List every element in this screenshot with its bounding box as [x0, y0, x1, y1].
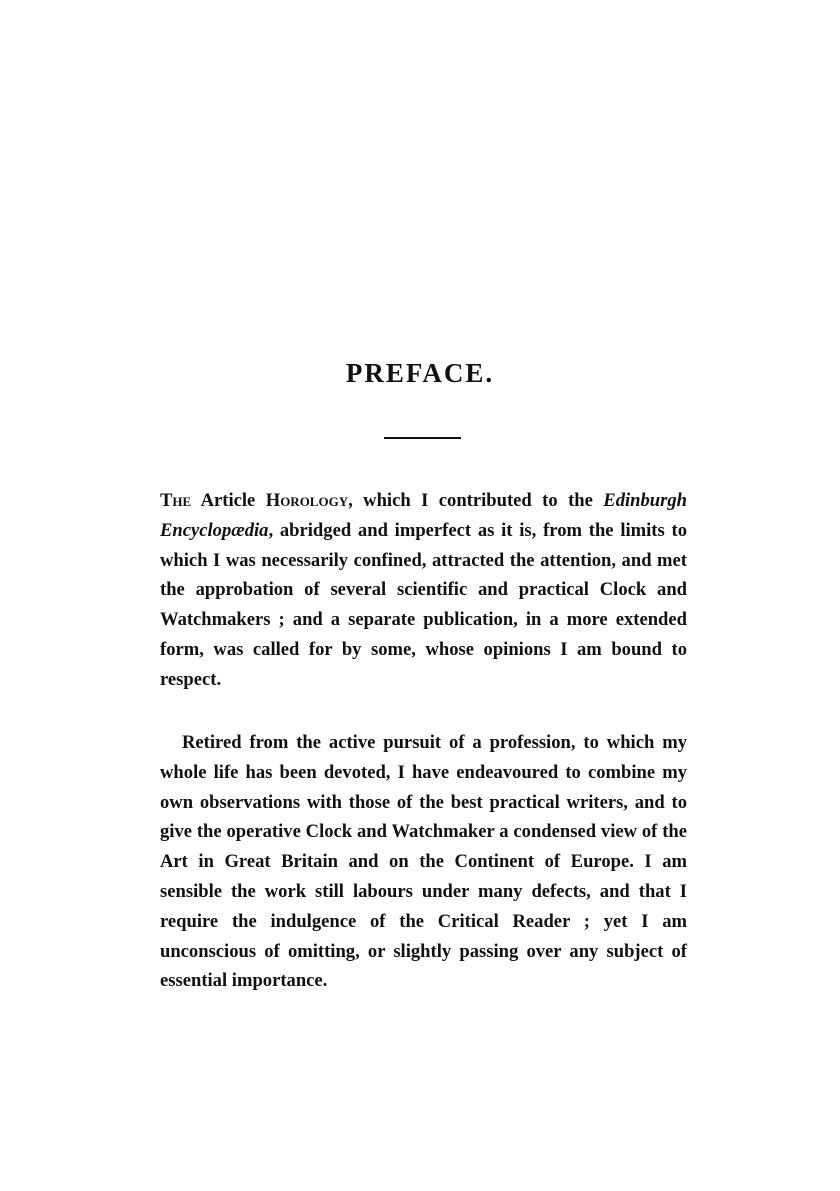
opening-word: The: [160, 490, 192, 511]
title-divider: [384, 437, 461, 439]
paragraph-1-text-b: , which I contributed to the: [348, 490, 604, 511]
horology-term: Horology: [265, 490, 349, 511]
preface-paragraph-2: Retired from the active pursuit of a profession, to which my whole life has been devoted, I have endeavoured to combine my own observations with those of the best practical writers, and to give the operative Clock and Watchmaker a condensed view of the Art in Great Britain and on the Continent of Europe. I am sensible the work still labours under many defects, and that I require the indulgence of the Critical Reader ; yet I am unconscious of omitting, or slightly passing over any subject of essential importance.: [160, 732, 687, 992]
paragraph-1-text-a: Article: [191, 490, 266, 511]
page-title: PREFACE.: [345, 358, 495, 388]
paragraph-1-text-c: , abridged and imperfect as it is, from the limits to which I was necessarily confined, attracted the attention, and met the approbation of several scientific and practical Clock and Watchmakers ; and a separate publication, in a more extended form, was called for by some, whose opinions I am bound to respect.: [160, 519, 687, 690]
preface-paragraph-1: [160, 486, 687, 695]
encyclopaedia-title: Edinburgh Encyclopædia: [160, 490, 688, 541]
